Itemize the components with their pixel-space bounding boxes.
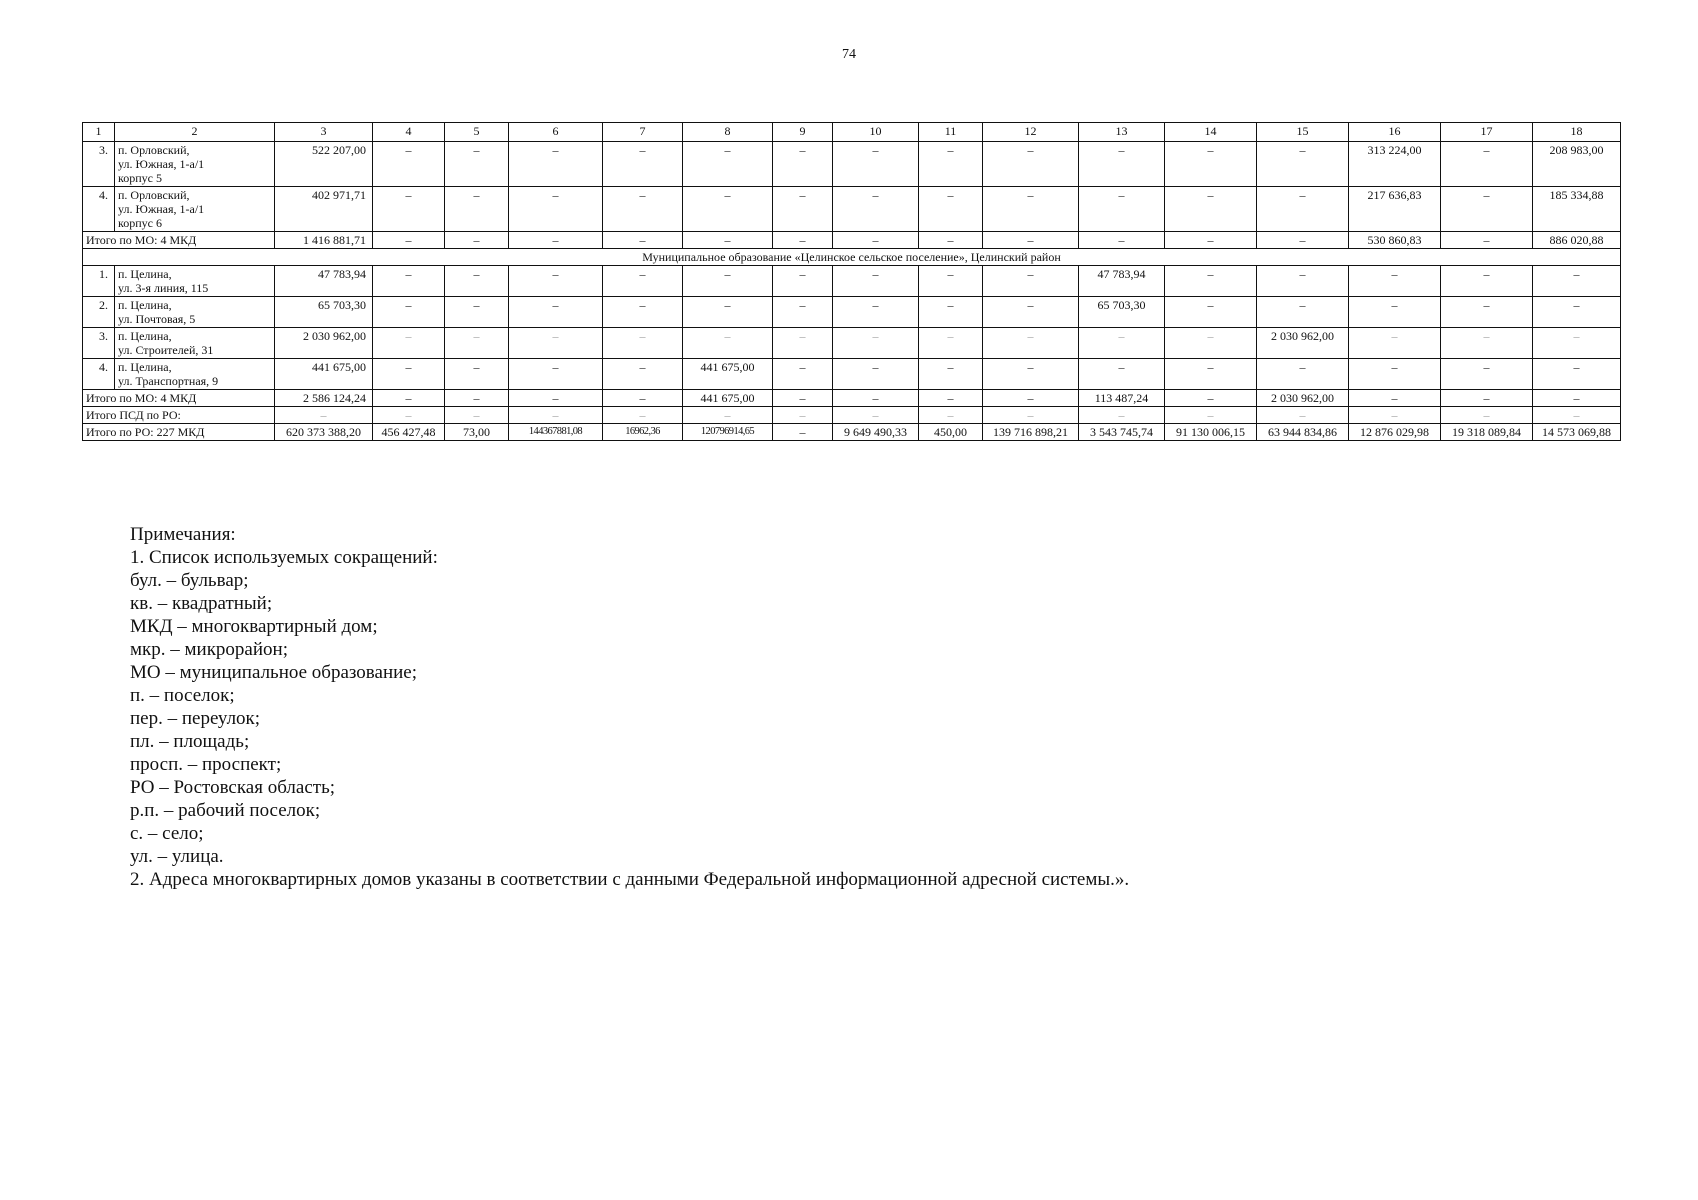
header-cell: 1: [83, 123, 115, 142]
note-line: мкр. – микрорайон;: [130, 639, 288, 660]
note-line: с. – село;: [130, 823, 204, 844]
value-cell: –: [445, 232, 509, 249]
value-cell: –: [603, 297, 683, 328]
note-line: бул. – бульвар;: [130, 570, 249, 591]
value-cell: –: [603, 328, 683, 359]
value-cell: –: [833, 297, 919, 328]
address-cell: [115, 328, 275, 359]
value-cell: –: [1257, 232, 1349, 249]
total-label: Итого по РО: 227 МКД: [83, 424, 275, 441]
value-cell: 620 373 388,20: [275, 424, 373, 441]
value-cell: 2 586 124,24: [275, 390, 373, 407]
value-cell: –: [683, 187, 773, 232]
value-cell: 522 207,00: [275, 142, 373, 187]
value-cell: –: [373, 297, 445, 328]
value-cell: –: [1165, 328, 1257, 359]
table-row: [83, 187, 1621, 232]
value-cell: 3 543 745,74: [1079, 424, 1165, 441]
value-cell: –: [833, 266, 919, 297]
value-cell: 208 983,00: [1533, 142, 1621, 187]
value-cell: –: [983, 297, 1079, 328]
address-line: корпус 5: [118, 171, 162, 185]
value-cell: –: [983, 266, 1079, 297]
address-line: корпус 6: [118, 216, 162, 230]
address-line: п. Целина,: [118, 298, 172, 312]
value-cell: –: [1257, 359, 1349, 390]
value-cell: –: [509, 407, 603, 424]
note-line: МКД – многоквартирный дом;: [130, 616, 378, 637]
value-cell: –: [919, 187, 983, 232]
value-cell: 47 783,94: [1079, 266, 1165, 297]
value-cell: 113 487,24: [1079, 390, 1165, 407]
value-cell: –: [683, 232, 773, 249]
note-line: просп. – проспект;: [130, 754, 282, 775]
value-cell: –: [1079, 359, 1165, 390]
value-cell: –: [833, 407, 919, 424]
value-cell: –: [983, 390, 1079, 407]
value-cell: 9 649 490,33: [833, 424, 919, 441]
address-line: ул. Почтовая, 5: [118, 312, 196, 326]
address-line: ул. Южная, 1-а/1: [118, 157, 205, 171]
value-cell: –: [833, 359, 919, 390]
address-line: п. Целина,: [118, 329, 172, 343]
value-cell: –: [919, 232, 983, 249]
value-cell: –: [1441, 266, 1533, 297]
value-cell: –: [445, 187, 509, 232]
value-cell: 65 703,30: [1079, 297, 1165, 328]
value-cell: –: [1441, 232, 1533, 249]
value-cell: –: [983, 232, 1079, 249]
address-cell: [115, 187, 275, 232]
value-cell: 120796914,65: [683, 424, 773, 441]
value-cell: –: [1533, 297, 1621, 328]
value-cell: 456 427,48: [373, 424, 445, 441]
value-cell: 886 020,88: [1533, 232, 1621, 249]
value-cell: 12 876 029,98: [1349, 424, 1441, 441]
header-cell: 13: [1079, 123, 1165, 142]
value-cell: –: [373, 328, 445, 359]
address-line: ул. Строителей, 31: [118, 343, 214, 357]
value-cell: –: [603, 390, 683, 407]
note-line: 2. Адреса многоквартирных домов указаны в соответствии с данными Федеральной информационной адресной системы.».: [130, 869, 1130, 890]
value-cell: –: [773, 424, 833, 441]
address-cell: [115, 297, 275, 328]
value-cell: 65 703,30: [275, 297, 373, 328]
value-cell: –: [1349, 297, 1441, 328]
value-cell: –: [1165, 142, 1257, 187]
value-cell: 63 944 834,86: [1257, 424, 1349, 441]
value-cell: –: [1349, 359, 1441, 390]
value-cell: 402 971,71: [275, 187, 373, 232]
value-cell: –: [1441, 359, 1533, 390]
value-cell: –: [509, 187, 603, 232]
value-cell: –: [1441, 297, 1533, 328]
value-cell: 441 675,00: [275, 359, 373, 390]
value-cell: –: [509, 266, 603, 297]
value-cell: 144367881,08: [509, 424, 603, 441]
value-cell: –: [683, 328, 773, 359]
table-row: [83, 297, 1621, 328]
value-cell: –: [683, 266, 773, 297]
value-cell: –: [373, 266, 445, 297]
value-cell: 16962,36: [603, 424, 683, 441]
value-cell: –: [509, 328, 603, 359]
note-line: р.п. – рабочий поселок;: [130, 800, 321, 821]
value-cell: –: [1165, 232, 1257, 249]
header-cell: 6: [509, 123, 603, 142]
value-cell: –: [1533, 390, 1621, 407]
value-cell: –: [445, 266, 509, 297]
value-cell: –: [833, 390, 919, 407]
note-line: пер. – переулок;: [130, 708, 261, 729]
value-cell: –: [509, 359, 603, 390]
value-cell: 313 224,00: [1349, 142, 1441, 187]
value-cell: –: [509, 297, 603, 328]
value-cell: –: [1349, 328, 1441, 359]
header-cell: 8: [683, 123, 773, 142]
note-line: пл. – площадь;: [130, 731, 250, 752]
value-cell: 530 860,83: [1349, 232, 1441, 249]
value-cell: 19 318 089,84: [1441, 424, 1533, 441]
value-cell: –: [983, 142, 1079, 187]
value-cell: –: [683, 407, 773, 424]
value-cell: –: [773, 187, 833, 232]
value-cell: –: [1349, 407, 1441, 424]
value-cell: 441 675,00: [683, 359, 773, 390]
total-row: [83, 232, 1621, 249]
value-cell: –: [1165, 187, 1257, 232]
value-cell: –: [373, 232, 445, 249]
note-line: МО – муниципальное образование;: [130, 662, 418, 683]
value-cell: –: [1079, 142, 1165, 187]
value-cell: –: [683, 142, 773, 187]
header-cell: 9: [773, 123, 833, 142]
value-cell: –: [373, 187, 445, 232]
note-line: п. – поселок;: [130, 685, 235, 706]
value-cell: –: [603, 142, 683, 187]
table-row: [83, 142, 1621, 187]
value-cell: 1 416 881,71: [275, 232, 373, 249]
value-cell: –: [1441, 390, 1533, 407]
value-cell: –: [509, 142, 603, 187]
header-cell: 16: [1349, 123, 1441, 142]
value-cell: –: [983, 407, 1079, 424]
value-cell: 185 334,88: [1533, 187, 1621, 232]
value-cell: –: [445, 142, 509, 187]
value-cell: –: [773, 407, 833, 424]
header-cell: 12: [983, 123, 1079, 142]
table-row: [83, 266, 1621, 297]
total-row: [83, 390, 1621, 407]
value-cell: –: [445, 297, 509, 328]
section-row: [83, 249, 1621, 266]
note-line: Примечания:: [130, 524, 236, 545]
value-cell: –: [275, 407, 373, 424]
table-body: [83, 123, 1621, 441]
address-line: ул. Транспортная, 9: [118, 374, 219, 388]
value-cell: –: [373, 390, 445, 407]
value-cell: –: [1257, 407, 1349, 424]
total-label: Итого по МО: 4 МКД: [83, 390, 275, 407]
value-cell: 139 716 898,21: [983, 424, 1079, 441]
value-cell: 2 030 962,00: [1257, 390, 1349, 407]
value-cell: 47 783,94: [275, 266, 373, 297]
value-cell: –: [1533, 328, 1621, 359]
value-cell: –: [773, 390, 833, 407]
page-number: 74: [842, 47, 856, 62]
value-cell: –: [1533, 266, 1621, 297]
value-cell: –: [773, 266, 833, 297]
note-line: РО – Ростовская область;: [130, 777, 336, 798]
value-cell: –: [983, 359, 1079, 390]
value-cell: –: [1165, 297, 1257, 328]
header-cell: 5: [445, 123, 509, 142]
header-cell: 10: [833, 123, 919, 142]
note-line: ул. – улица.: [130, 846, 224, 867]
notes-block: [130, 523, 1129, 891]
row-index: 4.: [83, 187, 115, 232]
value-cell: –: [1165, 407, 1257, 424]
value-cell: –: [919, 328, 983, 359]
value-cell: –: [983, 328, 1079, 359]
value-cell: –: [1349, 390, 1441, 407]
value-cell: –: [833, 232, 919, 249]
value-cell: –: [773, 359, 833, 390]
header-cell: 3: [275, 123, 373, 142]
value-cell: 2 030 962,00: [1257, 328, 1349, 359]
value-cell: –: [1165, 390, 1257, 407]
value-cell: –: [919, 359, 983, 390]
value-cell: –: [773, 297, 833, 328]
header-cell: 7: [603, 123, 683, 142]
value-cell: –: [919, 142, 983, 187]
value-cell: –: [1533, 359, 1621, 390]
value-cell: –: [1257, 142, 1349, 187]
value-cell: –: [445, 407, 509, 424]
value-cell: 14 573 069,88: [1533, 424, 1621, 441]
value-cell: –: [1165, 266, 1257, 297]
section-title: Муниципальное образование «Целинское сельское поселение», Целинский район: [83, 249, 1621, 266]
total-row: [83, 424, 1621, 441]
register-table: [82, 122, 1621, 441]
value-cell: –: [373, 407, 445, 424]
value-cell: –: [1165, 359, 1257, 390]
value-cell: –: [833, 142, 919, 187]
value-cell: –: [603, 266, 683, 297]
value-cell: –: [773, 142, 833, 187]
value-cell: 441 675,00: [683, 390, 773, 407]
header-cell: 17: [1441, 123, 1533, 142]
header-cell: 18: [1533, 123, 1621, 142]
value-cell: –: [833, 328, 919, 359]
value-cell: –: [1079, 328, 1165, 359]
header-cell: 15: [1257, 123, 1349, 142]
value-cell: –: [373, 142, 445, 187]
value-cell: 73,00: [445, 424, 509, 441]
value-cell: 217 636,83: [1349, 187, 1441, 232]
value-cell: –: [919, 266, 983, 297]
value-cell: –: [445, 359, 509, 390]
value-cell: –: [603, 359, 683, 390]
value-cell: –: [1079, 407, 1165, 424]
table-row: [83, 328, 1621, 359]
value-cell: –: [919, 297, 983, 328]
row-index: 3.: [83, 142, 115, 187]
value-cell: –: [1441, 142, 1533, 187]
value-cell: –: [983, 187, 1079, 232]
total-row: [83, 407, 1621, 424]
value-cell: –: [1079, 232, 1165, 249]
address-line: ул. Южная, 1-а/1: [118, 202, 205, 216]
table-row: [83, 359, 1621, 390]
address-line: п. Орловский,: [118, 143, 190, 157]
header-cell: 4: [373, 123, 445, 142]
note-line: кв. – квадратный;: [130, 593, 273, 614]
address-line: п. Целина,: [118, 360, 172, 374]
address-cell: [115, 266, 275, 297]
row-index: 2.: [83, 297, 115, 328]
value-cell: –: [603, 232, 683, 249]
value-cell: 91 130 006,15: [1165, 424, 1257, 441]
value-cell: –: [919, 407, 983, 424]
value-cell: –: [509, 232, 603, 249]
value-cell: –: [1257, 187, 1349, 232]
address-cell: [115, 359, 275, 390]
value-cell: –: [445, 390, 509, 407]
value-cell: –: [1441, 407, 1533, 424]
header-cell: 11: [919, 123, 983, 142]
total-label: Итого по МО: 4 МКД: [83, 232, 275, 249]
value-cell: –: [1079, 187, 1165, 232]
header-cell: 2: [115, 123, 275, 142]
address-line: п. Орловский,: [118, 188, 190, 202]
row-index: 3.: [83, 328, 115, 359]
value-cell: –: [603, 187, 683, 232]
value-cell: –: [919, 390, 983, 407]
total-label: Итого ПСД по РО:: [83, 407, 275, 424]
value-cell: –: [373, 359, 445, 390]
row-index: 4.: [83, 359, 115, 390]
header-cell: 14: [1165, 123, 1257, 142]
value-cell: –: [1533, 407, 1621, 424]
header-row: [83, 123, 1621, 142]
value-cell: –: [833, 187, 919, 232]
value-cell: 450,00: [919, 424, 983, 441]
address-cell: [115, 142, 275, 187]
value-cell: –: [683, 297, 773, 328]
value-cell: –: [1257, 297, 1349, 328]
value-cell: –: [1441, 328, 1533, 359]
value-cell: –: [445, 328, 509, 359]
value-cell: –: [603, 407, 683, 424]
value-cell: –: [773, 232, 833, 249]
value-cell: –: [1257, 266, 1349, 297]
value-cell: –: [773, 328, 833, 359]
value-cell: –: [509, 390, 603, 407]
address-line: п. Целина,: [118, 267, 172, 281]
value-cell: –: [1349, 266, 1441, 297]
value-cell: –: [1441, 187, 1533, 232]
row-index: 1.: [83, 266, 115, 297]
note-line: 1. Список используемых сокращений:: [130, 547, 438, 568]
value-cell: 2 030 962,00: [275, 328, 373, 359]
address-line: ул. 3-я линия, 115: [118, 281, 209, 295]
